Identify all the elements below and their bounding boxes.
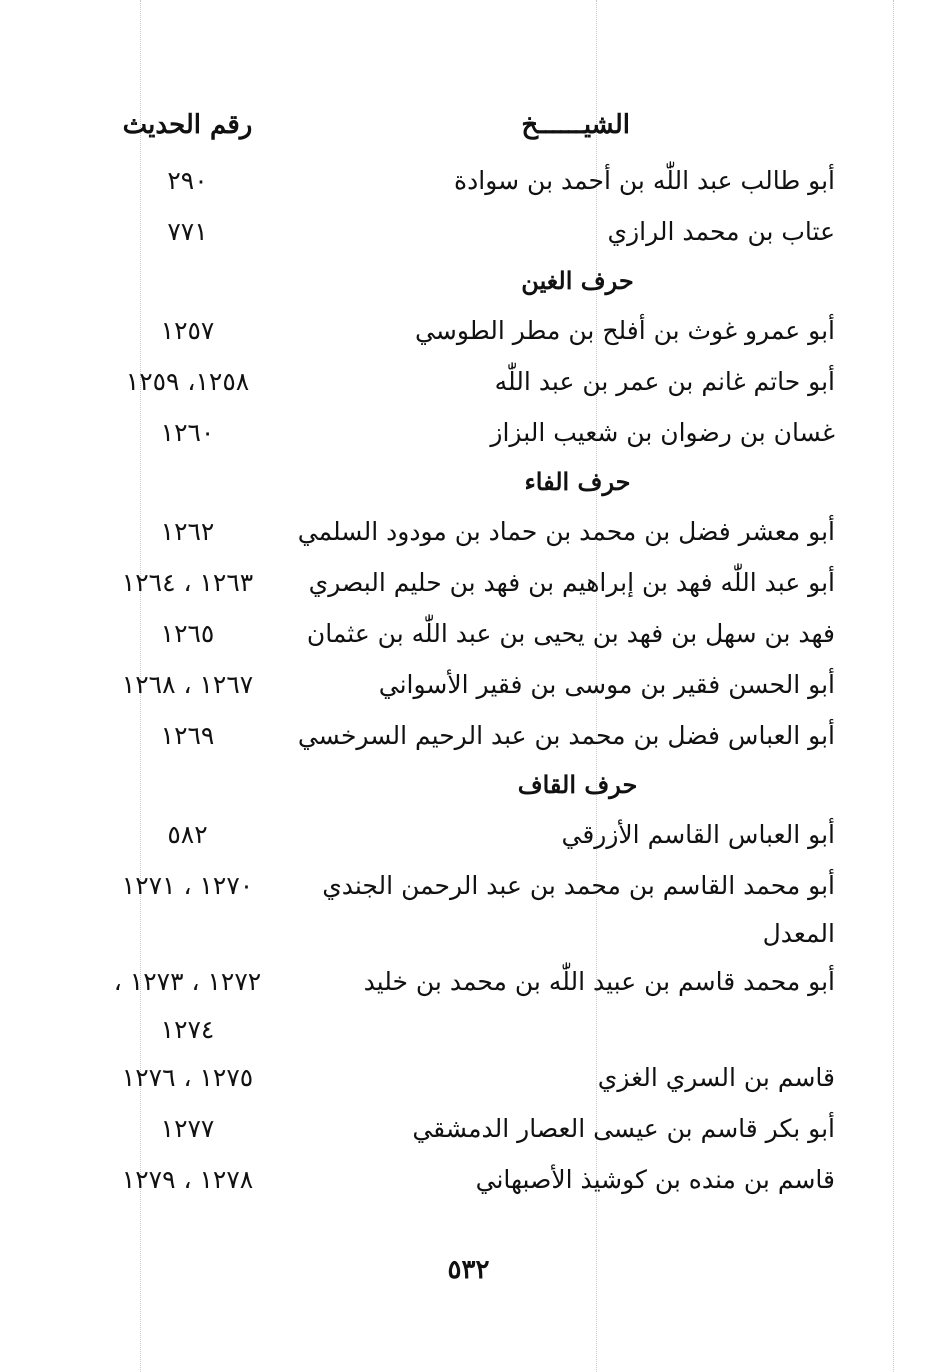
sheikh-name: أبو حاتم غانم بن عمر بن عبد اللّٰه (494, 367, 835, 396)
index-entry (100, 1052, 835, 1103)
hadith-numbers: ١٢٥٨، ١٢٥٩ (125, 367, 250, 396)
index-entry (100, 809, 835, 860)
sheikh-name: غسان بن رضوان بن شعيب البزاز (490, 418, 835, 447)
hadith-numbers: ٧٧١ (167, 217, 208, 246)
hadith-numbers: ١٢٥٧ (160, 316, 215, 345)
index-entry (100, 956, 835, 1007)
section-heading-ghayn: حرف الغين (521, 266, 634, 295)
hadith-numbers: ١٢٦٥ (160, 619, 215, 648)
hadith-numbers: ٢٩٠ (167, 166, 208, 195)
hadith-numbers: ١٢٧٧ (160, 1114, 215, 1143)
column-header-hadith-number: رقم الحديث (122, 110, 253, 140)
sheikh-name: أبو بكر قاسم بن عيسى العصار الدمشقي (412, 1114, 835, 1143)
column-header-sheikh: الشيــــــخ (521, 110, 630, 140)
index-entry (100, 356, 835, 407)
index-entry (100, 1154, 835, 1205)
sheikh-name: أبو طالب عبد اللّٰه بن أحمد بن سوادة (454, 166, 835, 195)
hadith-numbers: ١٢٧٠ ، ١٢٧١ (121, 871, 254, 900)
index-entry (100, 608, 835, 659)
table-header (100, 100, 835, 155)
sheikh-name: فهد بن سهل بن فهد بن يحيى بن عبد اللّٰه بن عثمان (306, 619, 835, 648)
section-heading-fa: حرف الفاء (524, 467, 631, 496)
index-page (100, 100, 835, 1205)
hadith-numbers: ١٢٦٢ (160, 517, 215, 546)
index-entry (100, 506, 835, 557)
hadith-numbers: ١٢٧٥ ، ١٢٧٦ (121, 1063, 254, 1092)
hadith-numbers: ١٢٦٩ (160, 721, 215, 750)
index-entry (100, 206, 835, 257)
index-entry (100, 1103, 835, 1154)
sheikh-name: أبو عمرو غوث بن أفلح بن مطر الطوسي (415, 316, 835, 345)
sheikh-name: أبو الحسن فقير بن موسى بن فقير الأسواني (378, 670, 835, 699)
sheikh-name: أبو محمد القاسم بن محمد بن عبد الرحمن الجندي (322, 871, 835, 900)
index-entry-continuation (100, 1007, 835, 1052)
page-fold-line (893, 0, 894, 1372)
index-entry (100, 860, 835, 911)
index-entry (100, 557, 835, 608)
index-entry (100, 305, 835, 356)
index-entry (100, 407, 835, 458)
sheikh-name: أبو عبد اللّٰه فهد بن إبراهيم بن فهد بن حليم البصري (308, 568, 835, 597)
hadith-numbers: ١٢٧٤ (160, 1015, 215, 1044)
section-heading-qaf: حرف القاف (517, 770, 638, 799)
hadith-numbers: ١٢٦٧ ، ١٢٦٨ (121, 670, 254, 699)
index-entry-continuation (100, 911, 835, 956)
sheikh-name: أبو العباس القاسم الأزرقي (561, 820, 835, 849)
hadith-numbers: ١٢٦٠ (160, 418, 215, 447)
hadith-numbers: ١٢٦٣ ، ١٢٦٤ (121, 568, 254, 597)
index-entry (100, 155, 835, 206)
sheikh-name: أبو العباس فضل بن محمد بن عبد الرحيم السرخسي (297, 721, 835, 750)
sheikh-name: أبو معشر فضل بن محمد بن حماد بن مودود السلمي (297, 517, 835, 546)
page-number: ٥٣٢ (447, 1255, 490, 1285)
hadith-numbers: ١٢٧٨ ، ١٢٧٩ (121, 1165, 254, 1194)
hadith-numbers: ٥٨٢ (167, 820, 208, 849)
index-entry (100, 659, 835, 710)
index-entry (100, 710, 835, 761)
sheikh-name: قاسم بن السري الغزي (597, 1063, 835, 1092)
hadith-numbers: ١٢٧٢ ، ١٢٧٣ ، (113, 967, 262, 996)
sheikh-name: المعدل (762, 919, 835, 948)
sheikh-name: عتاب بن محمد الرازي (607, 217, 835, 246)
sheikh-name: قاسم بن منده بن كوشيذ الأصبهاني (475, 1165, 835, 1194)
sheikh-name: أبو محمد قاسم بن عبيد اللّٰه بن محمد بن خليد (363, 967, 835, 996)
